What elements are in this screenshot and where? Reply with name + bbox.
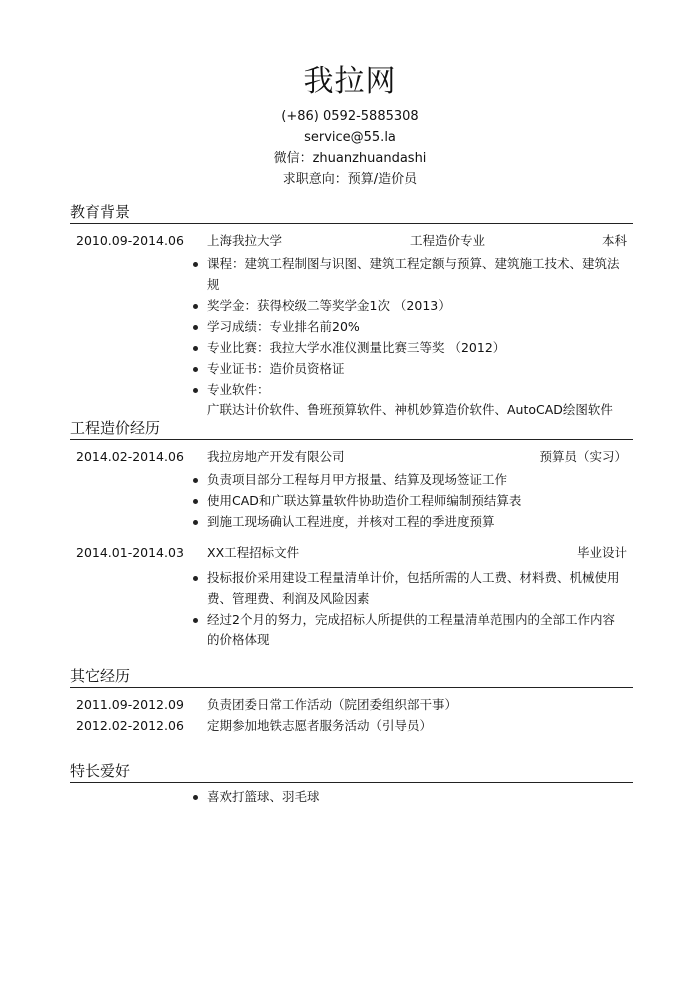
experience-period: 2014.02-2014.06 [76, 449, 184, 464]
section-title-experience: 工程造价经历 [70, 419, 161, 437]
other-description: 负责团委日常工作活动（院团委组织部干事） [207, 697, 458, 712]
organization-name: 我拉房地产开发有限公司 [207, 449, 345, 464]
education-details-list [207, 254, 627, 421]
email-address: service@55.la [304, 130, 396, 145]
project-details-list [207, 568, 627, 651]
list-item: 负责项目部分工程每月甲方报量、结算及现场签证工作 [207, 470, 627, 491]
software-label: 专业软件： [207, 381, 270, 397]
section-divider [70, 223, 633, 224]
section-divider [70, 782, 633, 783]
project-name: XX工程招标文件 [207, 545, 300, 560]
job-role: 预算员（实习） [539, 449, 627, 464]
list-item: 学习成绩：专业排名前20% [207, 317, 627, 338]
project-role: 毕业设计 [576, 545, 627, 560]
list-item: 经过2个月的努力，完成招标人所提供的工程量清单范围内的全部工作内容的价格体现 [207, 610, 627, 651]
software-value: 广联达计价软件、鲁班预算软件、神机妙算造价软件、AutoCAD绘图软件 [207, 402, 613, 417]
section-title-other: 其它经历 [70, 667, 131, 685]
list-item-software [207, 380, 627, 421]
hobbies-list [207, 787, 627, 808]
candidate-name: 我拉网 [303, 64, 397, 99]
experience-period: 2014.01-2014.03 [76, 545, 184, 560]
list-item: 专业证书：造价员资格证 [207, 359, 627, 380]
section-divider [70, 687, 633, 688]
degree: 本科 [601, 233, 627, 248]
list-item: 到施工现场确认工程进度，并核对工程的季进度预算 [207, 512, 627, 533]
section-divider [70, 439, 633, 440]
job-intent: 求职意向：预算/造价员 [282, 172, 418, 187]
phone-number: (+86) 0592-5885308 [281, 109, 419, 124]
major: 工程造价专业 [410, 233, 486, 248]
list-item: 专业比赛：我拉大学水准仪测量比赛三等奖 （2012） [207, 338, 627, 359]
list-item: 课程：建筑工程制图与识图、建筑工程定额与预算、建筑施工技术、建筑法规 [207, 254, 627, 295]
experience-details-list [207, 470, 627, 533]
section-title-education: 教育背景 [70, 203, 131, 221]
list-item: 奖学金：获得校级二等奖学金1次 （2013） [207, 296, 627, 317]
list-item: 投标报价采用建设工程量清单计价，包括所需的人工费、材料费、机械使用费、管理费、利润及风险因素 [207, 568, 627, 609]
list-item: 喜欢打篮球、羽毛球 [207, 787, 627, 808]
list-item: 使用CAD和广联达算量软件协助造价工程师编制预结算表 [207, 491, 627, 512]
wechat-id: 微信：zhuanzhuandashi [273, 151, 427, 166]
other-description: 定期参加地铁志愿者服务活动（引导员） [207, 718, 433, 733]
other-period: 2012.02-2012.06 [76, 718, 184, 733]
other-period: 2011.09-2012.09 [76, 697, 184, 712]
section-title-hobbies: 特长爱好 [70, 762, 131, 780]
school-name: 上海我拉大学 [207, 233, 283, 248]
education-period: 2010.09-2014.06 [76, 233, 184, 248]
